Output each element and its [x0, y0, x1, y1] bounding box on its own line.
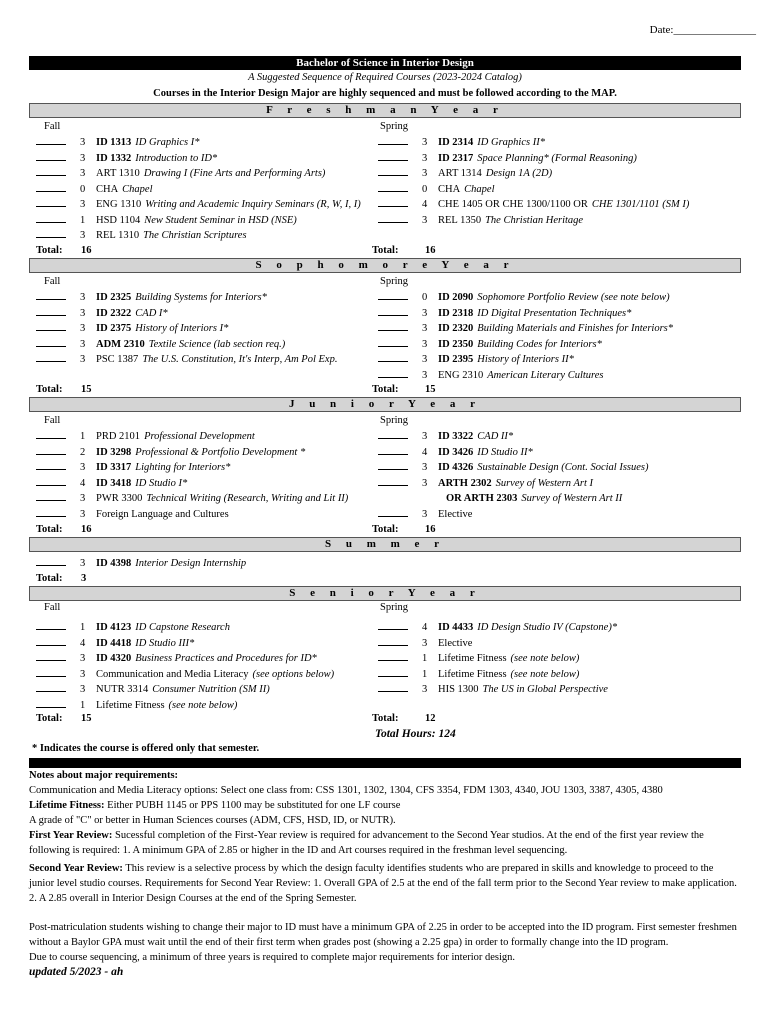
course-name: Textile Science (lab section req.): [148, 338, 286, 350]
course-name: Lighting for Interiors*: [135, 462, 231, 473]
sequencing-note: Due to course sequencing, a minimum of three years is required to complete major requirements for interior design.: [29, 952, 516, 963]
grade-blank[interactable]: [378, 290, 408, 300]
date-field[interactable]: Date:_______________: [649, 24, 756, 36]
summer-list: [36, 556, 246, 572]
course-row: [36, 352, 337, 368]
sequencing-notice: Courses in the Interior Design Major are highly sequenced and must be followed according to the MAP.: [153, 88, 617, 99]
grade-blank[interactable]: [378, 620, 408, 630]
course-name: Building Codes for Interiors*: [477, 338, 602, 350]
course-row: [378, 213, 689, 229]
sophomore-spring-list: [378, 290, 673, 383]
senior-fall-total: 15: [81, 713, 92, 724]
course-hours: 4: [80, 637, 86, 649]
course-hours: 3: [422, 137, 428, 148]
grade-blank[interactable]: [36, 197, 66, 207]
course-row: [378, 429, 649, 445]
course-hours: 4: [422, 446, 428, 458]
course-name: History of Interiors I*: [135, 323, 229, 334]
grade-blank[interactable]: [378, 682, 408, 692]
grade-blank[interactable]: [36, 682, 66, 692]
course-code: ID 2320: [438, 323, 474, 334]
course-hours: 1: [80, 699, 86, 711]
second-year-review-text: This review is a selective process by which the design faculty identifies students who are prepared in skills and knowledge to proceed to the junior level studio courses. Requirements for Second Year Review: 1. Overall GPA of 2.5 at the end of the fall term prior to the Second Year review to make application. 2. A 2.85 overall in Interior Design Courses at the end of the Spring Semester.: [29, 863, 737, 904]
grade-blank[interactable]: [378, 460, 408, 470]
grade-blank[interactable]: [36, 445, 66, 455]
grade-blank[interactable]: [36, 213, 66, 223]
course-hours: 3: [80, 338, 86, 350]
grade-blank[interactable]: [378, 667, 408, 677]
course-code: ID 2325: [96, 292, 132, 303]
section-divider: [29, 758, 741, 768]
notes-section: [29, 768, 741, 980]
course-name: Survey of Western Art I: [495, 477, 593, 489]
course-hours: 3: [80, 684, 86, 695]
course-name: The U.S. Constitution, It's Interp, Am Pol Exp.: [142, 354, 338, 365]
senior-spring-total-label: Total:: [372, 713, 399, 724]
course-name: Sustainable Design (Cont. Social Issues): [477, 462, 649, 473]
course-name: (see note below): [510, 653, 580, 664]
grade-blank[interactable]: [36, 620, 66, 630]
course-hours: 0: [80, 183, 86, 195]
course-row: [378, 445, 649, 461]
course-row: [378, 460, 649, 476]
course-code: Elective: [438, 508, 473, 520]
course-row: [36, 213, 361, 229]
course-code: Lifetime Fitness: [438, 668, 507, 680]
course-code: ID 4123: [96, 622, 132, 633]
course-row: [36, 290, 337, 306]
course-name: The Christian Scriptures: [143, 230, 247, 241]
course-hours: 3: [80, 152, 86, 164]
course-code: ID 3317: [96, 462, 132, 473]
junior-spring-list: [378, 429, 649, 522]
grade-blank[interactable]: [36, 651, 66, 661]
freshman-fall-list: [36, 135, 361, 244]
course-name: ID Studio I*: [135, 477, 188, 489]
grade-blank[interactable]: [378, 445, 408, 455]
course-name: ID Digital Presentation Techniques*: [477, 307, 632, 319]
course-code: ID 1332: [96, 152, 132, 164]
course-name: New Student Seminar in HSD (NSE): [144, 214, 297, 226]
course-row: [36, 698, 334, 714]
course-code: CHE 1405 OR CHE 1300/1100 OR: [438, 199, 588, 210]
senior-spring-total: 12: [425, 713, 436, 724]
course-code: NUTR 3314: [96, 684, 149, 695]
course-name: Interior Design Internship: [135, 558, 247, 569]
grade-blank[interactable]: [378, 636, 408, 646]
course-name: (see note below): [168, 699, 238, 711]
grade-blank[interactable]: [36, 507, 66, 517]
senior-fall-list: [36, 620, 334, 713]
course-name: Building Materials and Finishes for Interiors*: [477, 323, 674, 334]
course-code: ENG 1310: [96, 199, 142, 210]
course-row: [36, 491, 348, 507]
first-year-review-text: Sucessful completion of the First-Year review is required for advancement to the Second Year studios. At the end of the first year review the following is required: 1. A minimum GPA of 2.85 or higher in the ID and Art courses required in the freshman level sequencing.: [29, 830, 704, 856]
sophomore-spring-total: 15: [425, 384, 436, 395]
updated-note: updated 5/2023 - ah: [29, 966, 124, 978]
course-code: PSC 1387: [96, 354, 139, 365]
grade-blank[interactable]: [378, 213, 408, 223]
course-row: [378, 182, 689, 198]
course-hours: 3: [80, 493, 86, 504]
grade-blank[interactable]: [36, 698, 66, 708]
course-code: ID 2318: [438, 307, 474, 319]
course-name: Introduction to ID*: [135, 152, 218, 164]
grade-blank[interactable]: [378, 182, 408, 192]
grade-blank[interactable]: [378, 352, 408, 362]
course-row: [36, 476, 348, 492]
course-hours: 4: [422, 622, 428, 633]
sophomore-spring-total-label: Total:: [372, 384, 399, 395]
course-code: ID 2090: [438, 292, 474, 303]
summer-total-label: Total:: [36, 573, 63, 584]
total-hours: Total Hours: 124: [375, 728, 456, 740]
lifetime-fitness-text: Either PUBH 1145 or PPS 1100 may be substituted for one LF course: [107, 800, 401, 811]
course-hours: 3: [80, 168, 86, 179]
grade-blank[interactable]: [378, 135, 408, 145]
grade-blank[interactable]: [378, 368, 408, 378]
grade-blank[interactable]: [36, 306, 66, 316]
course-code: REL 1310: [96, 230, 140, 241]
course-hours: 3: [80, 653, 86, 664]
course-row: [36, 429, 348, 445]
junior-spring-label: Spring: [380, 415, 409, 426]
document-subtitle: A Suggested Sequence of Required Courses (2023-2024 Catalog): [248, 72, 522, 83]
grade-blank[interactable]: [378, 429, 408, 439]
course-row: [36, 182, 361, 198]
summer-header: S u m m e r: [29, 537, 741, 552]
grade-blank[interactable]: [36, 228, 66, 238]
course-hours: 3: [422, 338, 428, 350]
junior-fall-total: 16: [81, 524, 92, 535]
junior-spring-total-label: Total:: [372, 524, 399, 535]
freshman-fall-total-label: Total:: [36, 245, 63, 256]
course-code: ID 2375: [96, 323, 132, 334]
sophomore-year-header: S o p h o m o r e Y e a r: [29, 258, 741, 273]
grade-blank[interactable]: [36, 151, 66, 161]
course-hours: 1: [422, 653, 428, 664]
course-name: History of Interiors II*: [477, 354, 574, 365]
grade-blank[interactable]: [36, 135, 66, 145]
course-code: ID 1313: [96, 137, 132, 148]
course-row: [378, 352, 673, 368]
course-row: [378, 491, 649, 507]
course-name: Professional & Portfolio Development *: [135, 446, 306, 458]
course-name: Business Practices and Procedures for ID*: [135, 653, 317, 664]
course-hours: 3: [422, 152, 428, 164]
grade-blank[interactable]: [378, 337, 408, 347]
course-hours: 3: [80, 323, 86, 334]
junior-fall-label: Fall: [44, 415, 61, 426]
course-code: ID 4326: [438, 462, 474, 473]
comm-media-note: Communication and Media Literacy options: Select one class from: CSS 1301, 1302, 1304, CFS 3354, FDM 1303, 4340, JOU 1303, 3387, 4305, 4380: [29, 785, 663, 796]
course-row: [378, 135, 689, 151]
freshman-year-header: F r e s h m a n Y e a r: [29, 103, 741, 118]
grade-blank[interactable]: [36, 337, 66, 347]
freshman-spring-label: Spring: [380, 121, 409, 132]
course-name: Chapel: [122, 183, 153, 195]
grade-blank[interactable]: [378, 197, 408, 207]
course-row: [36, 306, 337, 322]
course-row: [36, 337, 337, 353]
course-row: [36, 556, 246, 572]
course-hours: 3: [80, 307, 86, 319]
course-code: ID 2350: [438, 338, 474, 350]
course-code: HIS 1300: [438, 684, 479, 695]
course-code: ID 2322: [96, 307, 132, 319]
course-row: [378, 197, 689, 213]
course-hours: 3: [80, 137, 86, 148]
course-code: CHA: [438, 183, 461, 195]
course-name: ID Capstone Research: [135, 622, 230, 633]
course-code: ARTH 2302: [438, 477, 492, 489]
course-code: ID 4418: [96, 637, 132, 649]
grade-blank[interactable]: [36, 556, 66, 566]
course-code: Elective: [438, 637, 473, 649]
grade-blank[interactable]: [36, 476, 66, 486]
course-name: Chapel: [464, 183, 495, 195]
post-matriculation-note: Post-matriculation students wishing to change their major to ID must have a minimum GPA of 2.25 in order to be accepted into the ID program. First semester freshmen without a Baylor GPA must wait until the end of their first term when grades post (showing a 2.25 gpa) in order to formally change into the ID program.: [29, 922, 737, 948]
course-row: [36, 460, 348, 476]
course-row: [378, 682, 617, 698]
grade-blank[interactable]: [378, 166, 408, 176]
course-row: [378, 507, 649, 523]
course-hours: 3: [422, 477, 428, 489]
course-hours: 3: [80, 558, 86, 569]
course-code: ADM 2310: [96, 338, 145, 350]
grade-blank[interactable]: [36, 491, 66, 501]
course-row: [36, 135, 361, 151]
course-code: Lifetime Fitness: [438, 653, 507, 664]
course-hours: 3: [422, 354, 428, 365]
course-hours: 1: [422, 668, 428, 680]
course-row: [378, 368, 673, 384]
freshman-fall-total: 16: [81, 245, 92, 256]
course-name: American Literary Cultures: [487, 369, 604, 381]
junior-fall-list: [36, 429, 348, 522]
course-code: Foreign Language and Cultures: [96, 508, 229, 520]
course-row: [36, 507, 348, 523]
course-row: [36, 445, 348, 461]
semester-footnote: * Indicates the course is offered only that semester.: [32, 743, 260, 754]
grade-blank[interactable]: [378, 321, 408, 331]
course-name: Consumer Nutrition (SM II): [152, 684, 270, 695]
senior-year-header: S e n i o r Y e a r: [29, 586, 741, 601]
grade-blank[interactable]: [378, 507, 408, 517]
course-row: [36, 321, 337, 337]
course-code: ID 4398: [96, 558, 132, 569]
course-code: CHA: [96, 183, 119, 195]
senior-fall-label: Fall: [44, 602, 61, 613]
course-name: The US in Global Perspective: [482, 684, 608, 695]
course-code: Lifetime Fitness: [96, 699, 165, 711]
course-hours: 3: [422, 369, 428, 381]
grade-blank[interactable]: [36, 352, 66, 362]
course-name: CAD II*: [477, 431, 514, 442]
senior-spring-list: [378, 620, 617, 698]
document-title: Bachelor of Science in Interior Design: [29, 56, 741, 70]
course-code: ID 4433: [438, 622, 474, 633]
grade-blank[interactable]: [36, 290, 66, 300]
course-hours: 2: [80, 446, 86, 458]
course-row: [36, 682, 334, 698]
course-hours: 3: [422, 168, 428, 179]
course-code: OR ARTH 2303: [446, 493, 518, 504]
course-name: Drawing I (Fine Arts and Performing Arts): [143, 168, 326, 179]
course-name: Design 1A (2D): [485, 168, 553, 179]
course-hours: 3: [80, 354, 86, 365]
course-row: [36, 667, 334, 683]
grade-blank[interactable]: [378, 476, 408, 486]
course-name: Survey of Western Art II: [521, 493, 623, 504]
summer-total: 3: [81, 573, 87, 584]
lifetime-fitness-note: [29, 798, 741, 813]
course-code: ART 1314: [438, 168, 482, 179]
course-name: The Christian Heritage: [485, 214, 584, 226]
course-name: ID Studio II*: [477, 446, 533, 458]
course-name: ID Graphics I*: [135, 137, 200, 148]
course-row: [378, 151, 689, 167]
course-hours: 3: [80, 292, 86, 303]
course-code: ID 3426: [438, 446, 474, 458]
course-row: [378, 620, 617, 636]
sophomore-spring-label: Spring: [380, 276, 409, 287]
course-hours: 1: [80, 622, 86, 633]
course-hours: 3: [422, 431, 428, 442]
lifetime-fitness-label: Lifetime Fitness:: [29, 800, 105, 811]
course-row: [378, 290, 673, 306]
junior-spring-total: 16: [425, 524, 436, 535]
grade-note: A grade of "C" or better in Human Sciences courses (ADM, CFS, HSD, ID, or NUTR).: [29, 815, 396, 826]
course-row: [378, 667, 617, 683]
course-code: ID 2395: [438, 354, 474, 365]
first-year-review-label: First Year Review:: [29, 830, 113, 841]
freshman-spring-total: 16: [425, 245, 436, 256]
freshman-spring-total-label: Total:: [372, 245, 399, 256]
grade-blank[interactable]: [36, 460, 66, 470]
notes-heading: Notes about major requirements:: [29, 770, 179, 781]
course-hours: 3: [80, 462, 86, 473]
course-hours: 3: [422, 462, 428, 473]
course-hours: 4: [422, 199, 428, 210]
course-hours: 3: [422, 508, 428, 520]
course-code: ID 3298: [96, 446, 132, 458]
course-row: [378, 476, 649, 492]
course-code: HSD 1104: [96, 214, 141, 226]
course-name: Writing and Academic Inquiry Seminars (R, W, I, I): [145, 199, 361, 210]
grade-blank[interactable]: [378, 651, 408, 661]
junior-year-header: J u n i o r Y e a r: [29, 397, 741, 412]
course-code: ID 3322: [438, 431, 474, 442]
course-hours: 0: [422, 183, 428, 195]
freshman-fall-label: Fall: [44, 121, 61, 132]
course-code: Communication and Media Literacy: [96, 668, 249, 680]
course-row: [378, 636, 617, 652]
course-name: (see options below): [252, 668, 335, 680]
sophomore-fall-total: 15: [81, 384, 92, 395]
first-year-review-note: [29, 828, 741, 858]
grade-blank[interactable]: [378, 306, 408, 316]
course-hours: 3: [422, 323, 428, 334]
course-name: ID Design Studio IV (Capstone)*: [477, 622, 618, 633]
course-row: [36, 151, 361, 167]
course-name: CHE 1301/1101 (SM I): [591, 199, 690, 210]
course-name: Building Systems for Interiors*: [135, 292, 267, 303]
course-code: PWR 3300: [96, 493, 143, 504]
course-code: ID 4320: [96, 653, 132, 664]
second-year-review-label: Second Year Review:: [29, 863, 123, 874]
grade-blank[interactable]: [36, 182, 66, 192]
course-row: [378, 306, 673, 322]
course-row: [36, 166, 361, 182]
sophomore-fall-list: [36, 290, 337, 368]
grade-blank[interactable]: [36, 166, 66, 176]
course-hours: 0: [422, 292, 428, 303]
course-hours: 1: [80, 431, 86, 442]
sophomore-fall-label: Fall: [44, 276, 61, 287]
course-row: [36, 228, 361, 244]
course-name: Technical Writing (Research, Writing and Lit II): [146, 493, 349, 504]
course-row: [378, 337, 673, 353]
senior-spring-label: Spring: [380, 602, 409, 613]
course-hours: 1: [80, 214, 86, 226]
sophomore-fall-total-label: Total:: [36, 384, 63, 395]
course-code: ART 1310: [96, 168, 140, 179]
course-code: ID 2314: [438, 137, 474, 148]
course-row: [36, 636, 334, 652]
course-hours: 3: [80, 508, 86, 520]
course-row: [36, 620, 334, 636]
senior-fall-total-label: Total:: [36, 713, 63, 724]
course-row: [378, 321, 673, 337]
course-name: Space Planning* (Formal Reasoning): [477, 152, 637, 164]
grade-blank[interactable]: [378, 151, 408, 161]
course-code: REL 1350: [438, 214, 482, 226]
course-name: ID Studio III*: [135, 637, 195, 649]
course-hours: 3: [80, 668, 86, 680]
junior-fall-total-label: Total:: [36, 524, 63, 535]
course-hours: 3: [80, 230, 86, 241]
course-row: [378, 651, 617, 667]
course-hours: 3: [422, 214, 428, 226]
course-name: Sophomore Portfolio Review (see note below): [477, 292, 670, 303]
course-name: CAD I*: [135, 307, 168, 319]
course-hours: 3: [80, 199, 86, 210]
course-code: ENG 2310: [438, 369, 484, 381]
course-row: [378, 166, 689, 182]
course-code: ID 3418: [96, 477, 132, 489]
course-name: ID Graphics II*: [477, 137, 545, 148]
course-hours: 3: [422, 637, 428, 649]
second-year-review-note: [29, 861, 741, 906]
course-name: (see note below): [510, 668, 580, 680]
course-code: PRD 2101: [96, 431, 141, 442]
grade-blank[interactable]: [36, 667, 66, 677]
freshman-spring-list: [378, 135, 689, 228]
course-hours: 3: [422, 684, 428, 695]
grade-blank[interactable]: [36, 321, 66, 331]
course-name: Professional Development: [144, 431, 255, 442]
course-code: ID 2317: [438, 152, 474, 164]
course-hours: 3: [422, 307, 428, 319]
course-row: [36, 197, 361, 213]
grade-blank[interactable]: [36, 636, 66, 646]
course-row: [36, 651, 334, 667]
course-hours: 4: [80, 477, 86, 489]
grade-blank[interactable]: [36, 429, 66, 439]
